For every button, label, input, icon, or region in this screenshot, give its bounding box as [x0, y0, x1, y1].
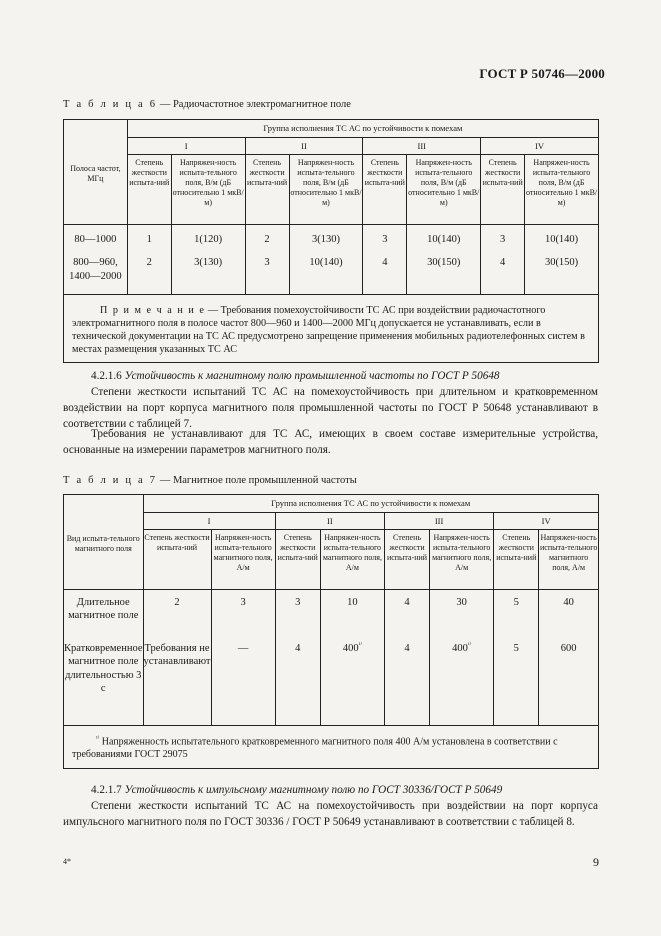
table6-caption — [63, 99, 351, 110]
page-number: 9 — [593, 855, 599, 869]
table6-cell: 10(140) — [544, 234, 579, 246]
table6-sub-strength: Напряжен-ность испыта-тельного поля, В/м (дБ относительно 1 мкВ/м) — [525, 155, 599, 225]
table6-cell: 1 — [146, 234, 152, 246]
table7-cell: 30 — [456, 597, 467, 609]
table7-sub-strength: Напряжен-ность испыта-тельного магнитного поля, А/м — [211, 530, 275, 590]
paragraph: Требования не устанавливают для ТС АС, имеющих в своем составе измерительные устройства, основанные на измерении параметров магнитного поля. — [63, 428, 598, 456]
table7-footnote — [64, 726, 599, 768]
table6-group-2: II — [245, 137, 363, 155]
section-4-2-1-7-heading — [63, 782, 598, 798]
table-row — [64, 590, 599, 726]
table6-note — [64, 295, 599, 363]
table6-group-title: Группа исполнения ТС АС по устойчивости к помехам — [127, 120, 598, 138]
table6-cell: 3(130) — [311, 234, 340, 246]
table6-band: 800—960, 1400—2000 — [69, 257, 122, 282]
table7-group-3: III — [384, 512, 493, 530]
paragraph: Степени жесткости испытаний ТС АС на помехоустойчивость при длительном и кратковременном воздействии на порт корпуса магнитного поля промышленной частоты по ГОСТ Р 50648 устанавливают в соответствии с таблицей 7. — [63, 386, 598, 430]
table6-cell: 3 — [264, 257, 270, 269]
table6-sub-degree: Степень жесткости испыта-ний — [127, 155, 171, 225]
section-4-2-1-6-heading — [63, 368, 598, 384]
table7-cell: 4 — [404, 597, 410, 609]
table7-kind-header: Вид испыта-тельного магнитного поля — [64, 495, 144, 590]
table7 — [63, 494, 599, 769]
table7-cell: 10 — [347, 597, 358, 609]
table6-cell: 30(150) — [544, 257, 579, 269]
table6-sub-strength: Напряжен-ность испыта-тельного поля, В/м (дБ относительно 1 мкВ/м) — [407, 155, 481, 225]
section-number: 4.2.1.6 — [91, 370, 125, 382]
table7-cell: 3 — [240, 597, 246, 609]
table7-group-2: II — [275, 512, 384, 530]
table6-cell: 4 — [382, 257, 388, 269]
table6-sub-degree: Степень жесткости испыта-ний — [481, 155, 525, 225]
table7-cell: 5 — [513, 597, 519, 609]
signature-mark: 4* — [63, 857, 71, 866]
table7-kind: Кратковременное магнитное поле длительностью 3 с — [64, 643, 143, 694]
section-title: Устойчивость к импульсному магнитному полю по ГОСТ 30336/ГОСТ Р 50649 — [124, 784, 503, 796]
table7-cell: 2 — [174, 597, 180, 609]
table6-note-label: П р и м е ч а н и е — [100, 305, 206, 317]
table6-cell: 1(120) — [194, 234, 223, 246]
table6-cell: 10(140) — [309, 257, 343, 269]
table6-cell: 2 — [146, 257, 152, 269]
section-title: Устойчивость к магнитному полю промышленной частоты по ГОСТ Р 50648 — [124, 370, 500, 382]
table7-cell: 3 — [295, 597, 301, 609]
table7-footnote-text: Напряженность испытательного кратковременного магнитного поля 400 А/м установлена в соответствии с требованиями ГОСТ 29075 — [72, 736, 558, 761]
table6-cell: 30(150) — [427, 257, 461, 269]
table6 — [63, 119, 599, 363]
table6-caption-prefix: Т а б л и ц а 6 — [63, 99, 158, 110]
table7-group-1: I — [143, 512, 275, 530]
table7-cell: 5 — [513, 643, 519, 655]
table7-sub-degree: Степень жесткости испыта-ний — [275, 530, 320, 590]
table6-cell: 10(140) — [427, 234, 461, 246]
footnote-mark: ¹⁾ — [358, 642, 362, 649]
table7-cell: 40 — [563, 597, 574, 609]
table-row — [64, 225, 599, 295]
table7-sub-strength: Напряжен-ность испыта-тельного магнитного поля, А/м — [320, 530, 384, 590]
table6-sub-strength: Напряжен-ность испыта-тельного поля, В/м (дБ относительно 1 мкВ/м) — [171, 155, 245, 225]
table7-caption — [63, 475, 357, 486]
table7-sub-degree: Степень жесткости испыта-ний — [384, 530, 429, 590]
table7-group-title: Группа исполнения ТС АС по устойчивости к помехам — [143, 495, 599, 513]
table6-sub-degree: Степень жесткости испыта-ний — [363, 155, 407, 225]
table7-cell: 600 — [560, 643, 577, 655]
footnote-mark: ¹⁾ — [467, 642, 472, 649]
table6-cell: 3 — [500, 234, 506, 246]
table7-sub-degree: Степень жесткости испыта-ний — [143, 530, 211, 590]
table7-cell — [430, 642, 493, 655]
table6-group-3: III — [363, 137, 481, 155]
table7-cell-value: 400 — [452, 643, 468, 655]
table7-caption-title: — Магнитное поле промышленной частоты — [157, 475, 357, 486]
table6-sub-degree: Степень жесткости испыта-ний — [245, 155, 289, 225]
table7-cell — [321, 642, 384, 655]
table7-cell: — — [237, 643, 249, 655]
table7-sub-strength: Напряжен-ность испыта-тельного магнитного поля, А/м — [539, 530, 599, 590]
paragraph: Степени жесткости испытаний ТС АС на помехоустойчивость при воздействии на порт корпуса импульсного магнитного поля по ГОСТ 30336 / ГОСТ Р 50649 устанавливают в соответствии с таблицей 8. — [63, 800, 598, 828]
table6-note-text: — Требования помехоустойчивости ТС АС при воздействии радиочастотного электромагнитного поля в полосе частот 800—960 и 1400—2000 МГц допускается не устанавливать, если в технической документации на ТС АС предусмотрено запрещение применения мобильных радиотелефонных систем в местах размещения указанных ТС АС — [72, 305, 585, 355]
section-number: 4.2.1.7 — [91, 784, 125, 796]
footnote-mark: ¹⁾ — [96, 736, 100, 743]
table7-cell-value: 400 — [342, 643, 359, 655]
table6-band-header: Полоса частот, МГц — [64, 120, 128, 225]
table7-cell: 4 — [404, 643, 410, 655]
table6-caption-title: — Радиочастотное электромагнитное поле — [157, 99, 351, 110]
table6-cell: 3(130) — [194, 257, 223, 269]
table6-sub-strength: Напряжен-ность испыта-тельного поля, В/м (дБ относительно 1 мкВ/м) — [289, 155, 363, 225]
table7-caption-prefix: Т а б л и ц а 7 — [63, 475, 158, 486]
table6-band: 80—1000 — [74, 234, 117, 246]
table7-cell: 4 — [295, 643, 301, 655]
table7-cell: Требования не устанавливают — [143, 643, 211, 668]
table7-sub-strength: Напряжен-ность испыта-тельного магнитного поля, А/м — [430, 530, 494, 590]
table7-sub-degree: Степень жесткости испыта-ний — [494, 530, 539, 590]
table7-group-4: IV — [494, 512, 599, 530]
table7-kind: Длительное магнитное поле — [68, 597, 139, 622]
table6-group-4: IV — [481, 137, 599, 155]
table6-cell: 3 — [382, 234, 388, 246]
table6-group-1: I — [127, 137, 245, 155]
table6-cell: 2 — [264, 234, 270, 246]
document-code: ГОСТ Р 50746—2000 — [479, 66, 605, 81]
table6-cell: 4 — [500, 257, 506, 269]
